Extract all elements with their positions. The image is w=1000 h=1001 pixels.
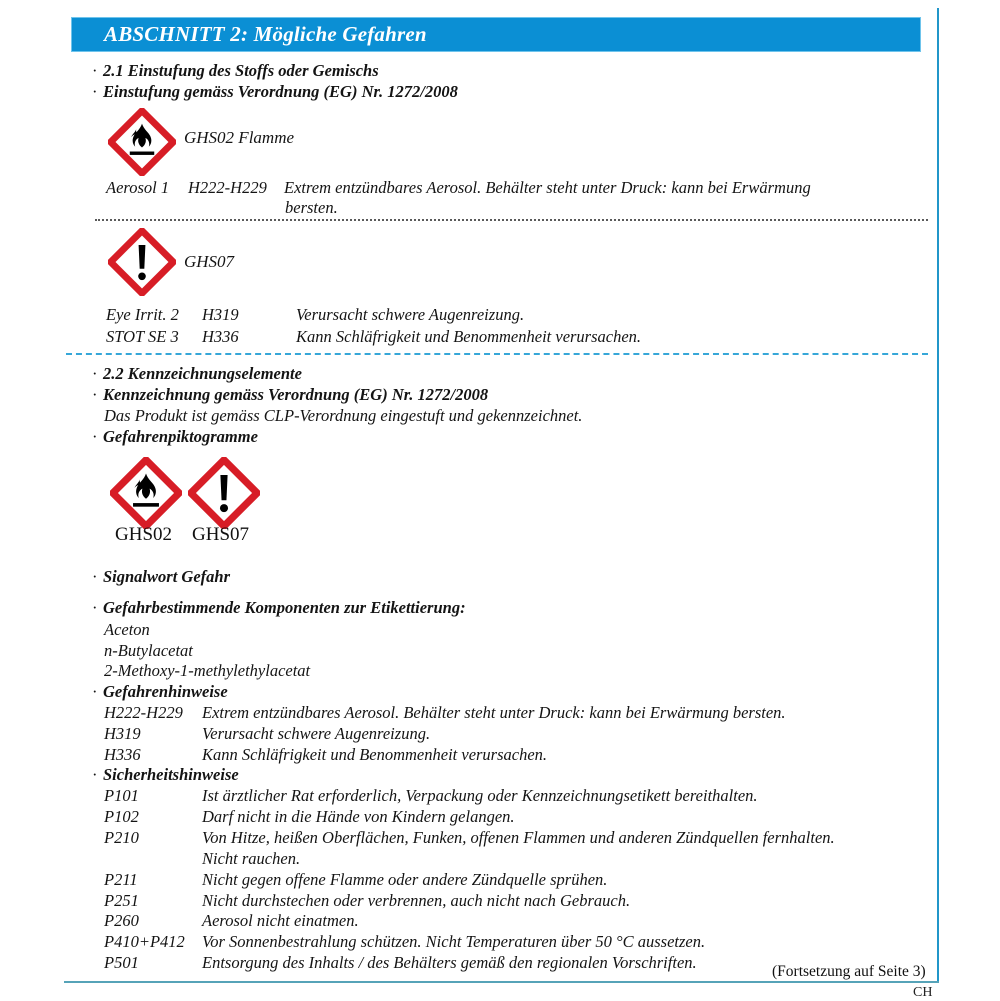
precautionary-text: Von Hitze, heißen Oberflächen, Funken, offenen Flammen und anderen Zündquellen fernhalten. xyxy=(202,828,835,847)
classification-class: Eye Irrit. 2 xyxy=(106,305,179,324)
precautionary-code: P410+P412 xyxy=(104,932,185,951)
hazard-statement-row xyxy=(104,745,547,765)
classification-code: H222-H229 xyxy=(188,178,267,197)
bullet-icon: · xyxy=(92,682,98,701)
precautionary-statement-row xyxy=(104,828,835,848)
pictogram-ghs07-name: GHS07 xyxy=(184,252,235,271)
precautionary-text: Aerosol nicht einatmen. xyxy=(202,911,359,930)
classification-text: Kann Schläfrigkeit und Benommenheit verursachen. xyxy=(296,327,642,346)
precautionary-code: P260 xyxy=(104,911,139,930)
precautionary-statement-row xyxy=(104,911,359,931)
component-item: 2-Methoxy-1-methylethylacetat xyxy=(104,661,311,680)
pictogram-ghs02 xyxy=(108,108,176,176)
dotted-divider xyxy=(95,219,928,221)
page-border-right xyxy=(937,8,939,983)
precautionary-text: Entsorgung des Inhalts / des Behälters gemäß den regionalen Vorschriften. xyxy=(202,953,697,972)
section-header-bar xyxy=(72,18,920,51)
pictogram-caption-ghs02: GHS02 xyxy=(115,524,173,545)
precautionary-statement-row xyxy=(104,891,630,911)
precautionary-code: P101 xyxy=(104,786,139,805)
hazard-statement-row xyxy=(104,703,786,723)
pictogram-ghs02-name: GHS02 Flamme xyxy=(184,128,295,147)
bullet-icon: · xyxy=(92,61,98,80)
section-header-title: ABSCHNITT 2: Mögliche Gefahren xyxy=(104,22,427,46)
precautionary-code: P501 xyxy=(104,953,139,972)
pictogram-ghs02-labelling xyxy=(110,457,182,529)
exclamation-icon xyxy=(188,457,260,529)
pictogram-ghs07-labelling xyxy=(188,457,260,529)
heading-components: · Gefahrbestimmende Komponenten zur Etikettierung: xyxy=(92,598,466,617)
flame-icon xyxy=(108,108,176,176)
classification-row-stot-se xyxy=(106,327,641,347)
classification-row-aerosol1 xyxy=(106,178,811,198)
precautionary-statement-row xyxy=(104,953,697,973)
heading-hazard-statements: · Gefahrenhinweise xyxy=(92,682,228,701)
hazard-text: Extrem entzündbares Aerosol. Behälter steht unter Druck: kann bei Erwärmung bersten. xyxy=(202,703,786,722)
precautionary-statement-row xyxy=(104,932,705,952)
precautionary-text: Darf nicht in die Hände von Kindern gelangen. xyxy=(202,807,515,826)
precautionary-statement-row xyxy=(104,870,607,890)
precautionary-code: P211 xyxy=(104,870,138,889)
classification-row-aerosol1-wrap xyxy=(285,198,338,218)
pictogram-caption-ghs07: GHS07 xyxy=(192,524,250,545)
heading-pictograms: · Gefahrenpiktogramme xyxy=(92,427,258,446)
bullet-icon: · xyxy=(92,385,98,404)
classification-code: H319 xyxy=(202,305,239,324)
precautionary-text: Ist ärztlicher Rat erforderlich, Verpackung oder Kennzeichnungsetikett bereithalten. xyxy=(202,786,758,805)
precautionary-text: Vor Sonnenbestrahlung schützen. Nicht Temperaturen über 50 °C aussetzen. xyxy=(202,932,706,951)
classification-text: Extrem entzündbares Aerosol. Behälter steht unter Druck: kann bei Erwärmung xyxy=(284,178,811,197)
precautionary-text-continued: Nicht rauchen. xyxy=(202,849,301,868)
precautionary-statement-row xyxy=(104,807,515,827)
bullet-icon: · xyxy=(92,567,98,586)
exclamation-icon xyxy=(108,228,176,296)
bullet-icon: · xyxy=(92,765,98,784)
precautionary-statement-row-wrap xyxy=(202,849,300,869)
precautionary-text: Nicht gegen offene Flamme oder andere Zündquelle sprühen. xyxy=(202,870,608,889)
precautionary-statement-row xyxy=(104,786,758,806)
bullet-icon: · xyxy=(92,427,98,446)
bullet-icon: · xyxy=(92,364,98,383)
classification-code: H336 xyxy=(202,327,239,346)
precautionary-code: P102 xyxy=(104,807,139,826)
pictogram-ghs07 xyxy=(108,228,176,296)
classification-text-continued: bersten. xyxy=(285,198,338,217)
hazard-statement-row xyxy=(104,724,430,744)
heading-2-2: · 2.2 Kennzeichnungselemente xyxy=(92,364,302,383)
heading-2-1: · 2.1 Einstufung des Stoffs oder Gemischs xyxy=(92,61,379,80)
continuation-note: (Fortsetzung auf Seite 3) xyxy=(772,963,926,980)
bullet-icon: · xyxy=(92,82,98,101)
bullet-icon: · xyxy=(92,598,98,617)
hazard-code: H336 xyxy=(104,745,141,764)
clp-note: Das Produkt ist gemäss CLP-Verordnung eingestuft und gekennzeichnet. xyxy=(104,406,583,425)
subheading-2-2-labelling: · Kennzeichnung gemäss Verordnung (EG) Nr. 1272/2008 xyxy=(92,385,489,404)
classification-class: STOT SE 3 xyxy=(106,327,179,346)
precautionary-code: P251 xyxy=(104,891,139,910)
classification-class: Aerosol 1 xyxy=(106,178,170,197)
country-code: CH xyxy=(913,985,933,1000)
hazard-text: Kann Schläfrigkeit und Benommenheit verursachen. xyxy=(202,745,548,764)
classification-text: Verursacht schwere Augenreizung. xyxy=(296,305,525,324)
signal-word-line: · Signalwort Gefahr xyxy=(92,567,230,586)
page-border-bottom xyxy=(64,981,939,983)
hazard-code: H222-H229 xyxy=(104,703,183,722)
heading-precautionary-statements: · Sicherheitshinweise xyxy=(92,765,239,784)
precautionary-code: P210 xyxy=(104,828,139,847)
flame-icon xyxy=(110,457,182,529)
classification-row-eye-irrit xyxy=(106,305,524,325)
precautionary-text: Nicht durchstechen oder verbrennen, auch nicht nach Gebrauch. xyxy=(202,891,631,910)
component-item: Aceton xyxy=(104,620,150,639)
hazard-text: Verursacht schwere Augenreizung. xyxy=(202,724,431,743)
subheading-2-1-classification: · Einstufung gemäss Verordnung (EG) Nr. 1272/2008 xyxy=(92,82,458,101)
component-item: n-Butylacetat xyxy=(104,641,193,660)
hazard-code: H319 xyxy=(104,724,141,743)
section-divider xyxy=(66,353,928,355)
